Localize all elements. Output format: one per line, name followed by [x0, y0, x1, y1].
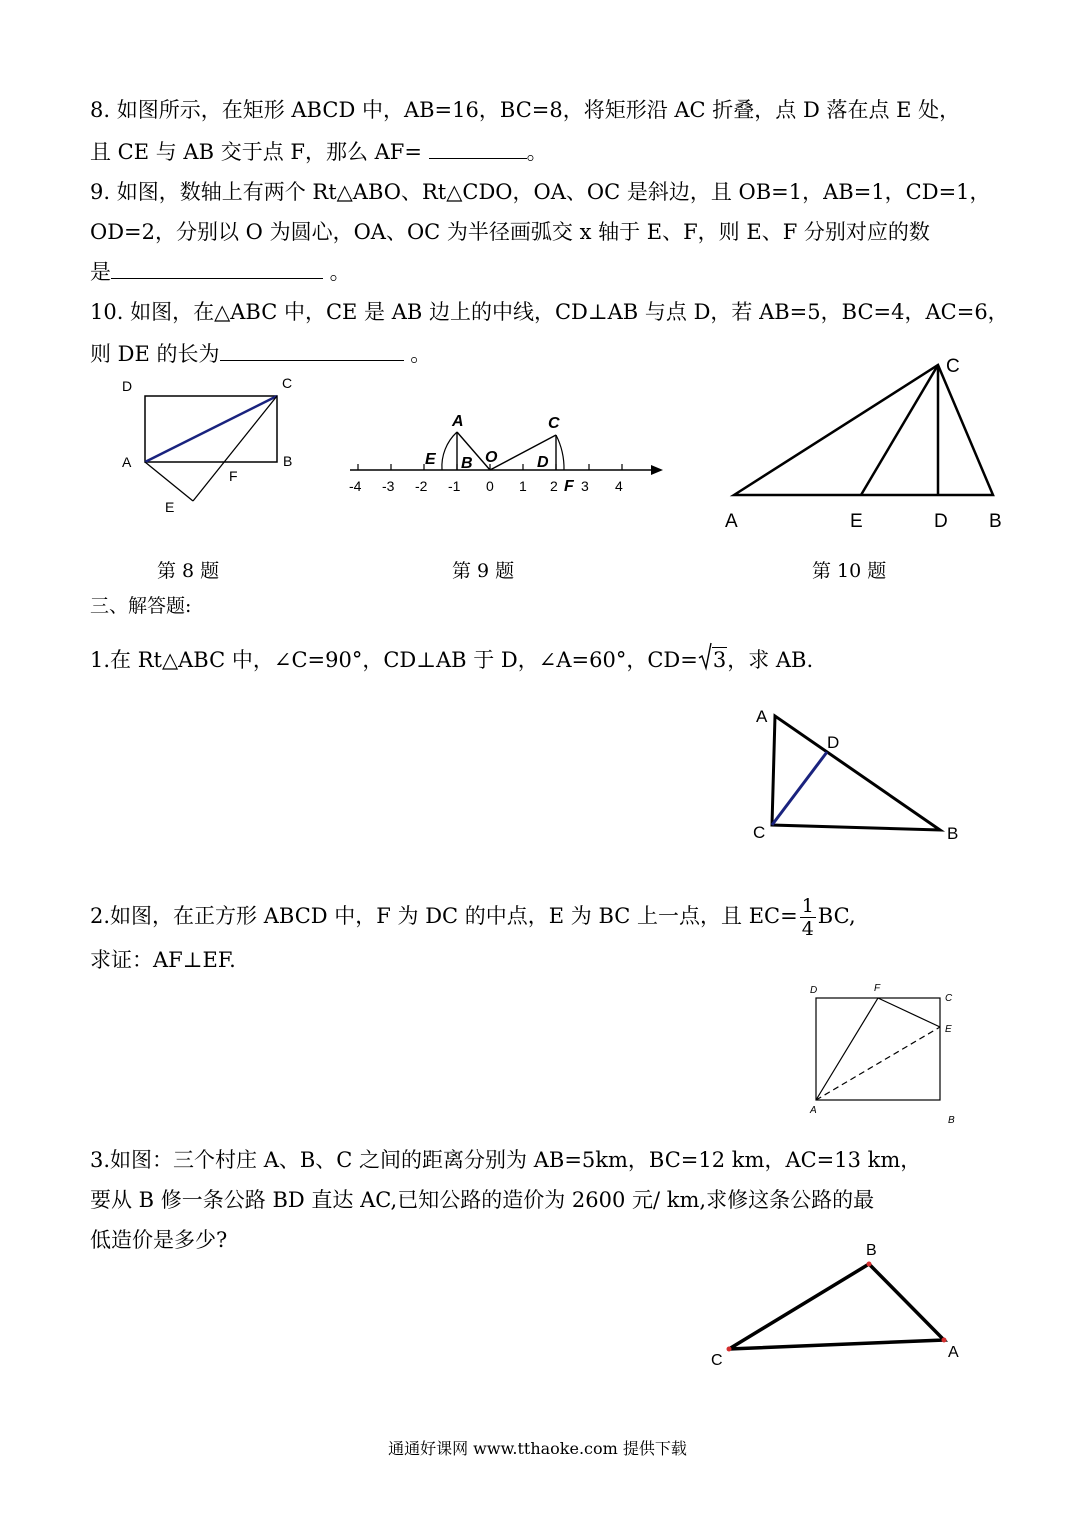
label-e: E — [850, 511, 863, 532]
problem-3-figure — [705, 1238, 975, 1368]
q8-text: 且 CE 与 AB 交于点 F，那么 AF= — [90, 140, 429, 164]
label-c: C — [711, 1352, 723, 1369]
label-b: B — [989, 511, 1002, 532]
figure-8 — [110, 370, 310, 520]
median-ce — [861, 365, 938, 495]
point-b — [867, 1262, 872, 1267]
label-f: F — [564, 478, 574, 495]
label-a: A — [122, 454, 132, 470]
page-footer: 通通好课网 www.tthaoke.com 提供下载 — [388, 1439, 687, 1458]
q9-line-3 — [90, 258, 351, 286]
label-b: B — [948, 1115, 955, 1126]
section-heading: 三、解答题: — [90, 595, 192, 617]
segment-fe — [878, 998, 940, 1027]
label-a: A — [810, 1105, 817, 1116]
fraction-one-quarter — [800, 895, 816, 940]
tick-label: 1 — [519, 478, 527, 494]
label-d: D — [810, 985, 818, 996]
arrow-head — [651, 465, 663, 475]
caption-10: 第 10 题 — [812, 560, 887, 582]
q9-line-1: 9. 如图，数轴上有两个 Rt△ABO、Rt△CDO，OA、OC 是斜边，且 OB=1，AB=1，CD=1， — [90, 180, 991, 204]
q10-tail: 。 — [403, 342, 432, 366]
p1-line — [90, 646, 813, 674]
tick-label: -1 — [448, 478, 461, 494]
label-b: B — [283, 453, 293, 469]
p2-line-1 — [90, 895, 856, 940]
label-c: C — [945, 993, 953, 1004]
label-e: E — [425, 451, 436, 468]
label-a: A — [725, 511, 738, 532]
segment-ae-dashed — [816, 1027, 940, 1100]
problem-2-figure — [800, 982, 960, 1132]
q10-answer-blank[interactable] — [220, 340, 404, 361]
q10-line-1: 10. 如图，在△ABC 中，CE 是 AB 边上的中线，CD⊥AB 与点 D，若 AB=5，BC=4，AC=6， — [90, 300, 1009, 324]
p1-text: 1.在 Rt△ABC 中，∠C=90°，CD⊥AB 于 D，∠A=60°，CD= — [90, 648, 698, 672]
label-a: A — [756, 707, 768, 726]
p1-tail: ，求 AB. — [727, 648, 814, 672]
label-c: C — [548, 415, 560, 432]
segment-ce — [193, 396, 277, 501]
fraction-numerator: 1 — [801, 895, 814, 917]
label-a: A — [452, 413, 464, 430]
figure-9 — [345, 400, 665, 500]
segment-af — [816, 998, 878, 1100]
point-a — [942, 1338, 947, 1343]
label-b: B — [866, 1242, 877, 1259]
q8-answer-blank[interactable] — [429, 138, 527, 159]
tick-label: 0 — [486, 478, 494, 494]
tick-label: -2 — [415, 478, 428, 494]
tick-label: 2 — [550, 478, 558, 494]
label-f: F — [229, 468, 238, 484]
label-o: O — [485, 449, 498, 466]
q9-text: 是 — [90, 260, 111, 284]
label-e: E — [165, 499, 175, 515]
q9-tail: 。 — [323, 260, 351, 284]
label-a: A — [948, 1344, 959, 1361]
tick-label: -4 — [349, 478, 362, 494]
q8-line-1: 8. 如图所示，在矩形 ABCD 中，AB=16，BC=8，将矩形沿 AC 折叠，点 D 落在点 E 处， — [90, 98, 961, 122]
segment-ae — [145, 462, 193, 501]
fraction-denominator: 4 — [801, 918, 814, 940]
sqrt-3 — [698, 646, 727, 674]
sqrt-radicand: 3 — [712, 648, 727, 672]
label-b: B — [947, 824, 959, 843]
label-d: D — [537, 454, 549, 471]
arc-oc — [556, 435, 564, 470]
point-c — [727, 1347, 732, 1352]
q9-line-2: OD=2，分别以 O 为圆心，OA、OC 为半径画弧交 x 轴于 E、F，则 E、F 分别对应的数 — [90, 220, 930, 244]
p2-line-2: 求证：AF⊥EF. — [90, 948, 236, 972]
q8-tail: 。 — [526, 140, 548, 164]
triangle-abc — [729, 1264, 944, 1349]
label-d: D — [827, 733, 840, 752]
label-f: F — [874, 983, 881, 994]
label-b: B — [461, 455, 473, 472]
q10-line-2 — [90, 340, 431, 368]
p2-text: 2.如图，在正方形 ABCD 中，F 为 DC 的中点，E 为 BC 上一点，且 EC= — [90, 904, 798, 928]
q8-line-2 — [90, 138, 548, 166]
figure-10 — [720, 355, 1020, 535]
p3-line-1: 3.如图：三个村庄 A、B、C 之间的距离分别为 AB=5km，BC=12 km，AC=13 km， — [90, 1148, 922, 1172]
diagonal-ac — [145, 396, 277, 462]
caption-8: 第 8 题 — [157, 560, 220, 582]
label-c: C — [753, 823, 766, 842]
tick-label: 4 — [615, 478, 623, 494]
q10-text: 则 DE 的长为 — [90, 342, 220, 366]
label-d: D — [122, 378, 133, 394]
p2-tail: BC, — [817, 904, 856, 928]
p3-line-2: 要从 B 修一条公路 BD 直达 AC,已知公路的造价为 2600 元/ km,求修这条公路的最 — [90, 1188, 875, 1212]
label-c: C — [282, 375, 293, 391]
label-d: D — [934, 511, 948, 532]
tick-label: -3 — [382, 478, 395, 494]
square-abcd — [816, 998, 940, 1100]
caption-9: 第 9 题 — [452, 560, 515, 582]
label-e: E — [945, 1024, 952, 1035]
triangle-abc — [734, 365, 993, 495]
p3-line-3: 低造价是多少? — [90, 1228, 228, 1252]
label-c: C — [946, 356, 960, 377]
q9-answer-blank[interactable] — [111, 258, 323, 279]
arc-oa — [442, 432, 457, 470]
segment-cd — [772, 752, 827, 825]
problem-1-figure — [745, 700, 985, 850]
tick-label: 3 — [581, 478, 589, 494]
triangle-abc — [772, 716, 940, 830]
